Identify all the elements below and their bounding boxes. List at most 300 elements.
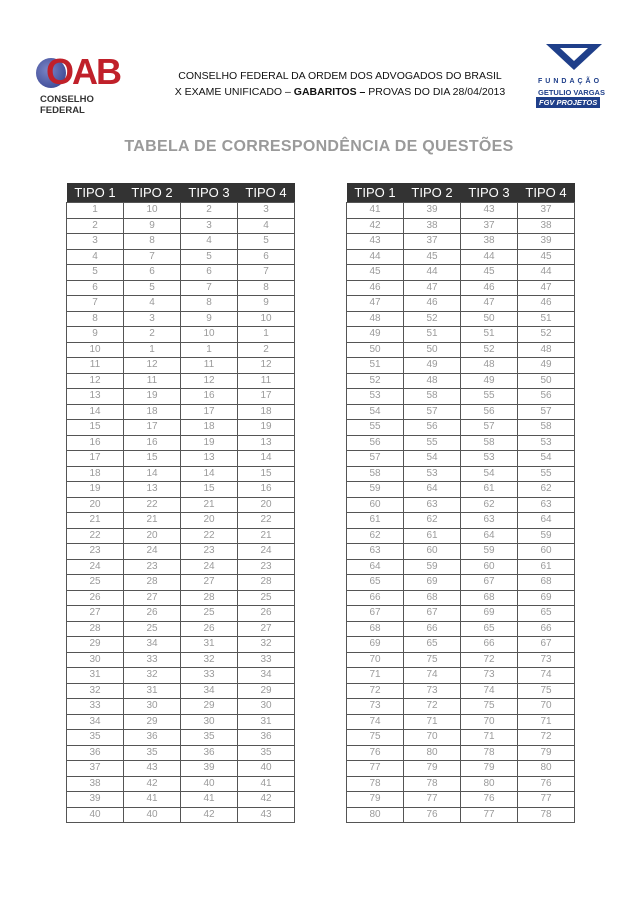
- table-row: [67, 234, 295, 250]
- table-cell: 49: [461, 373, 518, 389]
- table-cell: 34: [238, 668, 295, 684]
- table-row: [67, 792, 295, 808]
- table-row: [347, 776, 575, 792]
- table-cell: 57: [518, 404, 575, 420]
- table-cell: 15: [67, 420, 124, 436]
- table-row: [347, 668, 575, 684]
- table-cell: 45: [347, 265, 404, 281]
- table-row: [347, 575, 575, 591]
- table-cell: 29: [238, 683, 295, 699]
- table-cell: 48: [347, 311, 404, 327]
- table-cell: 46: [404, 296, 461, 312]
- table-row: [67, 575, 295, 591]
- table-cell: 45: [404, 249, 461, 265]
- table-cell: 16: [124, 435, 181, 451]
- table-cell: 24: [124, 544, 181, 560]
- table-row: [347, 451, 575, 467]
- table-row: [67, 265, 295, 281]
- table-cell: 44: [404, 265, 461, 281]
- table-cell: 19: [67, 482, 124, 498]
- table-row: [347, 358, 575, 374]
- table-cell: 78: [404, 776, 461, 792]
- table-cell: 29: [67, 637, 124, 653]
- table-row: [67, 482, 295, 498]
- table-cell: 66: [518, 621, 575, 637]
- table-cell: 47: [461, 296, 518, 312]
- table-cell: 2: [238, 342, 295, 358]
- table-cell: 4: [238, 218, 295, 234]
- column-header: TIPO 2: [404, 183, 461, 203]
- table-cell: 67: [461, 575, 518, 591]
- table-cell: 78: [347, 776, 404, 792]
- table-cell: 22: [67, 528, 124, 544]
- table-cell: 42: [181, 807, 238, 823]
- table-cell: 33: [181, 668, 238, 684]
- table-cell: 56: [518, 389, 575, 405]
- table-cell: 5: [181, 249, 238, 265]
- oab-logo-subtitle: CONSELHO FEDERAL: [40, 94, 94, 116]
- fgv-line-3: FGV PROJETOS: [536, 97, 600, 108]
- table-cell: 70: [347, 652, 404, 668]
- table-cell: 43: [238, 807, 295, 823]
- table-cell: 50: [347, 342, 404, 358]
- table-row: [347, 652, 575, 668]
- table-cell: 72: [404, 699, 461, 715]
- table-cell: 78: [518, 807, 575, 823]
- table-cell: 5: [124, 280, 181, 296]
- table-cell: 3: [181, 218, 238, 234]
- table-cell: 75: [518, 683, 575, 699]
- table-row: [67, 249, 295, 265]
- table-cell: 76: [404, 807, 461, 823]
- table-cell: 59: [461, 544, 518, 560]
- table-row: [347, 265, 575, 281]
- table-cell: 60: [518, 544, 575, 560]
- table-cell: 6: [67, 280, 124, 296]
- table-row: [347, 466, 575, 482]
- table-row: [67, 311, 295, 327]
- table-cell: 14: [124, 466, 181, 482]
- table-cell: 23: [124, 559, 181, 575]
- table-cell: 67: [404, 606, 461, 622]
- table-row: [347, 482, 575, 498]
- table-row: [347, 513, 575, 529]
- table-cell: 40: [124, 807, 181, 823]
- table-cell: 9: [124, 218, 181, 234]
- table-cell: 76: [461, 792, 518, 808]
- table-cell: 58: [518, 420, 575, 436]
- table-cell: 35: [238, 745, 295, 761]
- table-row: [347, 234, 575, 250]
- table-cell: 62: [404, 513, 461, 529]
- table-cell: 23: [67, 544, 124, 560]
- table-row: [67, 621, 295, 637]
- table-cell: 17: [67, 451, 124, 467]
- table-cell: 70: [518, 699, 575, 715]
- table-row: [347, 497, 575, 513]
- table-cell: 44: [347, 249, 404, 265]
- table-cell: 56: [347, 435, 404, 451]
- table-row: [347, 296, 575, 312]
- table-cell: 18: [67, 466, 124, 482]
- table-cell: 31: [67, 668, 124, 684]
- table-cell: 2: [181, 203, 238, 219]
- table-cell: 2: [124, 327, 181, 343]
- table-cell: 52: [404, 311, 461, 327]
- table-cell: 54: [404, 451, 461, 467]
- table-row: [67, 435, 295, 451]
- table-cell: 25: [238, 590, 295, 606]
- table-cell: 12: [67, 373, 124, 389]
- table-cell: 34: [124, 637, 181, 653]
- table-cell: 20: [238, 497, 295, 513]
- table-cell: 49: [404, 358, 461, 374]
- table-row: [67, 559, 295, 575]
- table-cell: 1: [124, 342, 181, 358]
- table-cell: 52: [518, 327, 575, 343]
- table-cell: 41: [347, 203, 404, 219]
- table-row: [347, 544, 575, 560]
- table-row: [67, 745, 295, 761]
- table-cell: 36: [124, 730, 181, 746]
- table-cell: 5: [67, 265, 124, 281]
- table-cell: 1: [181, 342, 238, 358]
- table-cell: 69: [404, 575, 461, 591]
- table-cell: 36: [67, 745, 124, 761]
- table-cell: 72: [518, 730, 575, 746]
- table-cell: 14: [67, 404, 124, 420]
- table-cell: 26: [181, 621, 238, 637]
- table-cell: 59: [404, 559, 461, 575]
- table-cell: 7: [238, 265, 295, 281]
- table-cell: 2: [67, 218, 124, 234]
- table-cell: 67: [518, 637, 575, 653]
- table-cell: 71: [461, 730, 518, 746]
- header-line-2: [150, 86, 530, 98]
- table-cell: 35: [67, 730, 124, 746]
- table-row: [67, 280, 295, 296]
- table-cell: 26: [238, 606, 295, 622]
- table-cell: 29: [181, 699, 238, 715]
- table-cell: 53: [461, 451, 518, 467]
- table-cell: 4: [67, 249, 124, 265]
- table-cell: 41: [181, 792, 238, 808]
- table-cell: 62: [461, 497, 518, 513]
- table-cell: 33: [67, 699, 124, 715]
- table-cell: 15: [181, 482, 238, 498]
- table-row: [67, 544, 295, 560]
- header-line-2-bold: GABARITOS –: [293, 86, 366, 98]
- table-cell: 50: [518, 373, 575, 389]
- table-cell: 36: [181, 745, 238, 761]
- table-cell: 67: [347, 606, 404, 622]
- table-cell: 20: [124, 528, 181, 544]
- table-row: [347, 249, 575, 265]
- table-cell: 60: [404, 544, 461, 560]
- table-cell: 60: [461, 559, 518, 575]
- table-cell: 13: [238, 435, 295, 451]
- table-cell: 13: [181, 451, 238, 467]
- oab-logo: [36, 51, 128, 116]
- table-cell: 74: [461, 683, 518, 699]
- table-cell: 15: [238, 466, 295, 482]
- table-cell: 66: [461, 637, 518, 653]
- table-cell: 76: [347, 745, 404, 761]
- table-cell: 37: [67, 761, 124, 777]
- table-cell: 23: [181, 544, 238, 560]
- table-row: [67, 668, 295, 684]
- table-cell: 28: [124, 575, 181, 591]
- table-row: [347, 714, 575, 730]
- table-row: [347, 559, 575, 575]
- table-cell: 27: [124, 590, 181, 606]
- table-cell: 62: [347, 528, 404, 544]
- table-cell: 49: [347, 327, 404, 343]
- table-row: [67, 699, 295, 715]
- table-cell: 10: [181, 327, 238, 343]
- table-row: [347, 373, 575, 389]
- table-cell: 66: [404, 621, 461, 637]
- table-row: [67, 730, 295, 746]
- table-cell: 15: [124, 451, 181, 467]
- fgv-line-2: GETULIO VARGAS: [538, 88, 605, 97]
- table-cell: 47: [347, 296, 404, 312]
- table-cell: 61: [461, 482, 518, 498]
- table-cell: 59: [518, 528, 575, 544]
- table-cell: 42: [124, 776, 181, 792]
- column-header: TIPO 3: [461, 183, 518, 203]
- table-cell: 49: [518, 358, 575, 374]
- header-line-2-prefix: X EXAME UNIFICADO –: [174, 86, 294, 98]
- table-cell: 25: [67, 575, 124, 591]
- table-cell: 36: [238, 730, 295, 746]
- table-cell: 57: [461, 420, 518, 436]
- fgv-mark-icon: [546, 44, 602, 74]
- table-cell: 10: [67, 342, 124, 358]
- table-cell: 32: [67, 683, 124, 699]
- table-cell: 51: [461, 327, 518, 343]
- table-cell: 64: [347, 559, 404, 575]
- table-cell: 50: [404, 342, 461, 358]
- table-cell: 40: [67, 807, 124, 823]
- table-cell: 39: [404, 203, 461, 219]
- table-cell: 1: [67, 203, 124, 219]
- table-cell: 38: [404, 218, 461, 234]
- table-cell: 52: [347, 373, 404, 389]
- table-cell: 7: [67, 296, 124, 312]
- table-cell: 27: [67, 606, 124, 622]
- table-cell: 80: [518, 761, 575, 777]
- table-row: [67, 528, 295, 544]
- table-cell: 31: [124, 683, 181, 699]
- table-cell: 63: [347, 544, 404, 560]
- table-cell: 25: [124, 621, 181, 637]
- table-row: [67, 203, 295, 219]
- table-row: [67, 606, 295, 622]
- table-cell: 77: [347, 761, 404, 777]
- table-cell: 65: [347, 575, 404, 591]
- table-cell: 51: [347, 358, 404, 374]
- table-cell: 16: [67, 435, 124, 451]
- table-cell: 79: [518, 745, 575, 761]
- table-row: [347, 218, 575, 234]
- table-cell: 46: [347, 280, 404, 296]
- table-cell: 33: [238, 652, 295, 668]
- table-cell: 21: [181, 497, 238, 513]
- table-row: [67, 420, 295, 436]
- table-cell: 79: [461, 761, 518, 777]
- table-cell: 14: [238, 451, 295, 467]
- table-cell: 8: [238, 280, 295, 296]
- table-cell: 61: [347, 513, 404, 529]
- table-cell: 69: [518, 590, 575, 606]
- table-cell: 3: [67, 234, 124, 250]
- table-cell: 77: [461, 807, 518, 823]
- table-cell: 41: [238, 776, 295, 792]
- table-cell: 8: [67, 311, 124, 327]
- column-header: TIPO 4: [518, 183, 575, 203]
- table-cell: 71: [518, 714, 575, 730]
- table-cell: 7: [181, 280, 238, 296]
- table-row: [347, 637, 575, 653]
- table-cell: 68: [404, 590, 461, 606]
- table-cell: 47: [518, 280, 575, 296]
- table-cell: 11: [124, 373, 181, 389]
- table-cell: 32: [181, 652, 238, 668]
- table-cell: 73: [404, 683, 461, 699]
- table-cell: 71: [404, 714, 461, 730]
- table-row: [67, 342, 295, 358]
- table-row: [347, 528, 575, 544]
- table-row: [67, 466, 295, 482]
- table-cell: 31: [238, 714, 295, 730]
- table-cell: 68: [461, 590, 518, 606]
- table-cell: 73: [347, 699, 404, 715]
- table-cell: 16: [238, 482, 295, 498]
- table-cell: 45: [461, 265, 518, 281]
- page-title: TABELA DE CORRESPONDÊNCIA DE QUESTÕES: [124, 138, 514, 155]
- table-cell: 19: [181, 435, 238, 451]
- table-cell: 17: [181, 404, 238, 420]
- table-row: [347, 404, 575, 420]
- table-cell: 51: [404, 327, 461, 343]
- table-cell: 73: [518, 652, 575, 668]
- table-cell: 22: [124, 497, 181, 513]
- table-cell: 39: [181, 761, 238, 777]
- table-cell: 52: [461, 342, 518, 358]
- table-cell: 63: [404, 497, 461, 513]
- table-cell: 18: [124, 404, 181, 420]
- table-cell: 30: [124, 699, 181, 715]
- table-cell: 20: [67, 497, 124, 513]
- table-cell: 46: [518, 296, 575, 312]
- table-cell: 57: [404, 404, 461, 420]
- table-cell: 55: [404, 435, 461, 451]
- table-cell: 56: [404, 420, 461, 436]
- table-row: [67, 776, 295, 792]
- table-cell: 65: [404, 637, 461, 653]
- table-cell: 76: [518, 776, 575, 792]
- table-cell: 8: [181, 296, 238, 312]
- table-cell: 80: [347, 807, 404, 823]
- table-cell: 28: [181, 590, 238, 606]
- table-cell: 75: [404, 652, 461, 668]
- table-cell: 3: [238, 203, 295, 219]
- table-cell: 42: [347, 218, 404, 234]
- table-cell: 79: [347, 792, 404, 808]
- table-cell: 66: [347, 590, 404, 606]
- table-row: [67, 590, 295, 606]
- table-cell: 54: [347, 404, 404, 420]
- table-row: [347, 792, 575, 808]
- header-line-1: CONSELHO FEDERAL DA ORDEM DOS ADVOGADOS DO BRASIL: [178, 70, 502, 82]
- table-cell: 74: [404, 668, 461, 684]
- table-cell: 4: [181, 234, 238, 250]
- table-cell: 24: [238, 544, 295, 560]
- table-cell: 43: [124, 761, 181, 777]
- table-row: [67, 373, 295, 389]
- table-cell: 44: [518, 265, 575, 281]
- table-row: [67, 637, 295, 653]
- table-row: [347, 807, 575, 823]
- table-row: [347, 311, 575, 327]
- table-cell: 73: [461, 668, 518, 684]
- table-cell: 48: [461, 358, 518, 374]
- table-row: [67, 807, 295, 823]
- table-cell: 74: [347, 714, 404, 730]
- table-row: [347, 683, 575, 699]
- table-cell: 47: [404, 280, 461, 296]
- table-row: [347, 761, 575, 777]
- table-cell: 11: [67, 358, 124, 374]
- table-row: [67, 451, 295, 467]
- table-cell: 10: [124, 203, 181, 219]
- table-cell: 3: [124, 311, 181, 327]
- table-cell: 37: [518, 203, 575, 219]
- table-cell: 14: [181, 466, 238, 482]
- table-cell: 8: [124, 234, 181, 250]
- table-cell: 20: [181, 513, 238, 529]
- table-cell: 51: [518, 311, 575, 327]
- table-cell: 70: [461, 714, 518, 730]
- oab-logo-text: OAB: [46, 51, 120, 92]
- table-cell: 12: [238, 358, 295, 374]
- table-cell: 10: [238, 311, 295, 327]
- table-cell: 23: [238, 559, 295, 575]
- table-cell: 29: [124, 714, 181, 730]
- fgv-logo: [538, 44, 608, 110]
- table-row: [347, 280, 575, 296]
- table-row: [347, 606, 575, 622]
- table-cell: 5: [238, 234, 295, 250]
- table-cell: 68: [518, 575, 575, 591]
- table-cell: 21: [238, 528, 295, 544]
- table-row: [67, 218, 295, 234]
- table-cell: 18: [238, 404, 295, 420]
- table-cell: 19: [124, 389, 181, 405]
- table-cell: 75: [461, 699, 518, 715]
- table-row: [347, 435, 575, 451]
- table-cell: 22: [238, 513, 295, 529]
- table-cell: 40: [238, 761, 295, 777]
- table-cell: 79: [404, 761, 461, 777]
- table-cell: 30: [238, 699, 295, 715]
- table-row: [347, 745, 575, 761]
- table-cell: 12: [181, 373, 238, 389]
- table-row: [67, 327, 295, 343]
- table-cell: 4: [124, 296, 181, 312]
- table-cell: 28: [238, 575, 295, 591]
